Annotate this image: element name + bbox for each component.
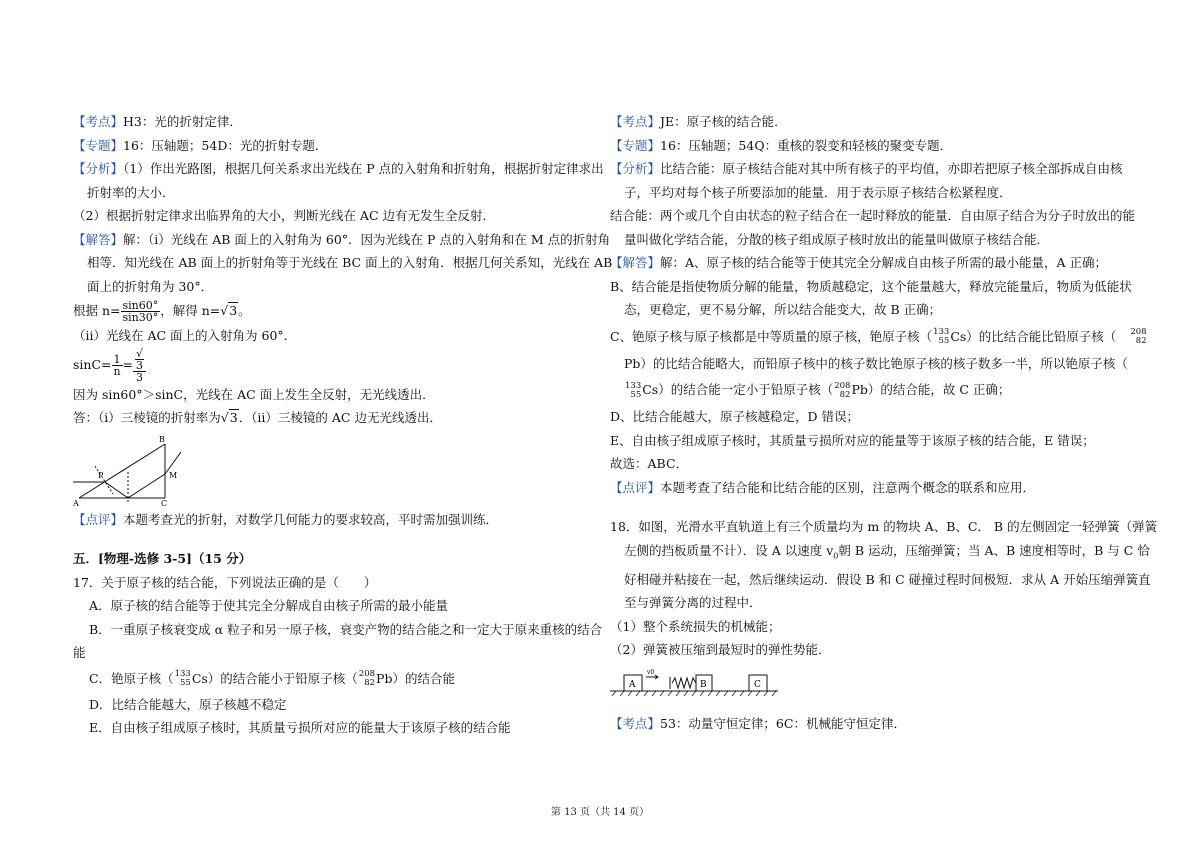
block-c-label: C: [754, 679, 761, 690]
r-dianping-tag: 【点评】: [610, 479, 661, 495]
r-cs-z: 55: [938, 336, 950, 346]
because-line: 因为 sin60°＞sinC，光线在 AC 面上发生全反射，无光线透出．: [73, 386, 435, 402]
label-a: A: [73, 498, 79, 506]
r-pb-z: 82: [1135, 336, 1147, 346]
r-b-text-1: B、结合能是指使物质分解的能量，物质越稳定，这个能量越大，释放完能量后，物质为低能状: [610, 278, 1132, 294]
q17-option-e: E．自由核子组成原子核时，其质量亏损所对应的能量大于该原子核的结合能: [89, 720, 511, 735]
right-column: [610, 110, 1158, 735]
label-m: M: [169, 470, 178, 480]
r-pb-mass: 208: [1130, 327, 1147, 337]
block-b-label: B: [700, 679, 707, 690]
q18-text-3: 好相碰并粘接在一起，然后继续运动．假设 B 和 C 碰撞过程时间极短．求从 A 开始压缩弹簧直: [624, 571, 1151, 587]
jieda-text-3: 面上的折射角为 30°．: [87, 278, 214, 294]
fenxi-text-2: 折射率的大小．: [87, 184, 175, 200]
sinc-fraction-2: [133, 348, 146, 383]
cs-symbol: Cs: [191, 670, 208, 686]
left-column: [73, 110, 613, 740]
block-a-label: A: [629, 679, 636, 690]
pb-mass: 208: [358, 669, 376, 679]
r-fenxi-text: 比结合能：原子核结合能对其中所有核子的平均值，亦即若把原子核全部拆成自由核: [660, 161, 1123, 176]
r-c-line-2: Pb）的比结合能略大，而铅原子核中的核子数比铯原子核的核子数多一半，所以铯原子核（: [624, 355, 1128, 371]
answer-prefix: 答：（i）三棱镜的折射率为: [73, 410, 221, 425]
r-zhuanti-tag: 【专题】: [610, 137, 661, 153]
r-cs-z-2: 55: [630, 389, 642, 400]
r-pb-nuclide: [1130, 328, 1146, 346]
fenxi-text: （1）作出光路图，根据几何关系求出光线在 P 点的入射角和折射角，根据折射定律求出: [123, 161, 604, 176]
refracted-ray: [105, 482, 128, 498]
r-pb-nuclide-2: [834, 382, 850, 400]
r-d-text: D、比结合能越大，原子核越稳定，D 错误；: [610, 409, 860, 424]
blocks-figure: [610, 666, 780, 700]
n-end: 。: [238, 303, 251, 318]
r-c-prefix: C、铯原子核与原子核都是中等质量的原子核，铯原子核（: [610, 328, 933, 344]
r-dianping-text: 本题考查了结合能和比结合能的区别，注意两个概念的联系和应用．: [660, 479, 1036, 495]
r-cs-nuclide: [933, 328, 949, 346]
sinc-prefix: sinC=: [73, 356, 112, 372]
kaodian-tag: 【考点】: [73, 114, 124, 129]
q18-sub-1: （1）整个系统损失的机械能；: [610, 618, 781, 634]
jieda-line: [73, 228, 611, 252]
r-zhuanti-text: 16：压轴题；54Q：重核的裂变和轻核的聚变专题．: [660, 137, 953, 153]
prism-edge-ab: [79, 444, 165, 498]
sqrt-value: 3: [229, 303, 238, 318]
zhuanti-tag: 【专题】: [73, 137, 124, 153]
q18-text-1: 18．如图，光滑水平直轨道上有三个质量均为 m 的物块 A、B、C． B 的左侧固定一轻弹簧（弹簧: [610, 519, 1158, 534]
q17-c-prefix: C．铯原子核（: [89, 670, 174, 686]
pb-symbol: Pb: [376, 670, 393, 686]
prism-figure: [73, 434, 193, 506]
r-dianping-line: [610, 476, 1130, 500]
q18-text-4: 至与弹簧分离的过程中．: [624, 595, 762, 610]
r-c-line-3: [610, 375, 1130, 405]
n-formula-line: 根据 n= $\frac{\sin 60^\circ}{\sin 30^\circ}$ ，解得 n=√3。: [73, 299, 251, 324]
r-fenxi-text-2: 子，平均对每个核子所要添加的能量．用于表示原子核结合松紧程度．: [624, 184, 1012, 200]
r-jieda-tag: 【解答】: [610, 255, 661, 270]
n-numerator: sin60°: [122, 299, 159, 312]
sinc-den-1: n: [113, 364, 121, 378]
jieda-text: 解：（i）光线在 AB 面上的入射角为 60°．因为光线在 P 点的入射角和在 M 点的折射角: [123, 231, 611, 247]
fenxi-line: [73, 157, 604, 181]
cs-z: 55: [179, 678, 191, 688]
fenxi-text-3: （2）根据折射定律求出临界角的大小，判断光线在 AC 边有无发生全反射．: [73, 208, 495, 223]
pb-z: 82: [364, 678, 376, 688]
r-cs-mass: 133: [933, 327, 950, 337]
r-fenxi-line: [610, 157, 1130, 181]
reflected-ray: [128, 474, 165, 498]
sinc-formula-line: [73, 348, 593, 383]
kaodian-text: H3：光的折射定律．: [123, 114, 242, 129]
r-c-mid-2: ）的结合能一定小于铅原子核（: [658, 382, 834, 397]
page-footer: 第 13 页（共 14 页）: [550, 807, 650, 818]
r-e-text: E、自由核子组成原子核时，其质量亏损所对应的能量等于该原子核的结合能，E 错误；: [610, 432, 1095, 448]
n-denominator: sin30°: [122, 311, 159, 324]
r-jhn-text-1: 结合能：两个或几个自由状态的粒子结合在一起时释放的能量．自由原子结合为分子时放出的能: [610, 208, 1136, 223]
r-kaodian-text: JE：原子核的结合能．: [660, 114, 787, 129]
q18-text-2b: 朝 B 运动，压缩弹簧；当 A、B 速度相等时，B 与 C 恰: [838, 542, 1150, 558]
r-jieda-text: 解：A、原子核的结合能等于使其完全分解成自由核子所需的最小能量，A 正确；: [660, 255, 1108, 270]
zhuanti-line: [73, 134, 593, 158]
sinc-num-2: √ 3: [133, 348, 146, 372]
q17-c-end: ）的结合能: [392, 670, 455, 686]
q18-text-2: [610, 539, 1150, 568]
r-pb-z-2: 82: [839, 389, 851, 400]
q18-sub-2: （2）弹簧被压缩到最短时的弹性势能．: [610, 642, 831, 657]
label-p: P: [98, 470, 104, 480]
r-kaodian2-tag: 【考点】: [610, 715, 661, 731]
q18-v0-sub: 0: [833, 551, 839, 560]
cs-mass: 133: [174, 669, 191, 679]
label-c: C: [161, 498, 168, 506]
spring: [672, 678, 696, 688]
kaodian-line: [73, 110, 593, 134]
n-prefix: 根据 n=: [73, 303, 121, 318]
section-title: 五．[物理-选修 3-5]（15 分）: [73, 551, 252, 566]
r-kaodian2-text: 53：动量守恒定律；6C：机械能守恒定律．: [660, 715, 906, 731]
q17-option-d: D．比结合能越大，原子核越不稳定: [89, 696, 287, 712]
jieda-tag: 【解答】: [73, 231, 124, 247]
r-kaodian-tag: 【考点】: [610, 114, 661, 129]
r-jhn-text-2: 量叫做化学结合能，分散的核子组成原子核时放出的能量叫做原子核结合能．: [624, 231, 1050, 247]
v0-label: v0: [647, 668, 655, 676]
r-cs-symbol: Cs: [950, 328, 967, 344]
r-jieda-line: [610, 251, 1130, 275]
answer-end: ．（ii）三棱镜的 AC 边无光线透出．: [238, 410, 442, 425]
r-c-line-1: [610, 322, 1147, 352]
ii-line: （ii）光线在 AC 面上的入射角为 60°．: [73, 328, 297, 343]
fenxi-tag: 【分析】: [73, 161, 124, 176]
dianping-line: [73, 508, 593, 532]
sinc-num-2-val: 3: [136, 358, 143, 372]
r-zhuanti-line: [610, 134, 1130, 158]
zhuanti-text: 16：压轴题；54D：光的折射专题．: [123, 137, 328, 153]
r-b-text-2: 态，更稳定，更不易分解，所以结合能变大，故 B 正确；: [624, 302, 942, 317]
pb-nuclide: [359, 670, 375, 688]
track-hatching: [612, 691, 776, 696]
r-c-mid: ）的比结合能比铅原子核（: [966, 328, 1117, 344]
sinc-eq: =: [122, 356, 133, 372]
q17-c-mid: ）的结合能小于铅原子核（: [207, 670, 358, 686]
answer-sqrt: 3: [229, 410, 238, 425]
r-cs-symbol-2: Cs: [642, 382, 659, 397]
dianping-text: 本题考查光的折射，对数学几何能力的要求较高，平时需加强训练．: [123, 511, 499, 527]
n-mid: ，解得 n=: [160, 303, 221, 318]
dianping-tag: 【点评】: [73, 511, 124, 527]
q17-option-c: [73, 665, 593, 693]
r-cs-mass-2: 133: [625, 380, 642, 391]
r-kaodian-line: [610, 110, 1130, 134]
r-pb-symbol-2: Pb: [851, 382, 868, 397]
q18-text-2a: 左侧的挡板质量不计）．设 A 以速度 v: [624, 542, 834, 558]
r-gu-text: 故选：ABC．: [610, 456, 689, 471]
r-kaodian2-line: [610, 712, 1130, 736]
answer-line: 答：（i）三棱镜的折射率为√3．（ii）三棱镜的 AC 边无光线透出．: [73, 410, 442, 425]
q17-option-b-2: 能: [73, 645, 86, 660]
r-fenxi-tag: 【分析】: [610, 161, 661, 176]
cs-nuclide: [175, 670, 191, 688]
r-cs-nuclide-2: [625, 382, 641, 400]
jieda-text-2: 相等．知光线在 AB 面上的折射角等于光线在 BC 面上的入射角．根据几何关系知，光线在 AB: [87, 255, 613, 270]
sinc-num-1: 1: [113, 352, 121, 366]
label-b: B: [159, 434, 165, 444]
r-c-end: ）的结合能，故 C 正确；: [867, 382, 1011, 397]
sinc-fraction-1: [112, 354, 123, 377]
r-pb-mass-2: 208: [834, 380, 851, 391]
sinc-den-2: 3: [136, 370, 143, 384]
q17-stem: 17．关于原子核的结合能，下列说法正确的是（ ）: [73, 574, 377, 590]
q17-option-a: A．原子核的结合能等于使其完全分解成自由核子所需的最小能量: [89, 598, 449, 613]
q17-option-b: B．一重原子核衰变成 α 粒子和另一原子核，衰变产物的结合能之和一定大于原来重核的结合: [89, 621, 603, 637]
n-fraction: [121, 300, 161, 323]
